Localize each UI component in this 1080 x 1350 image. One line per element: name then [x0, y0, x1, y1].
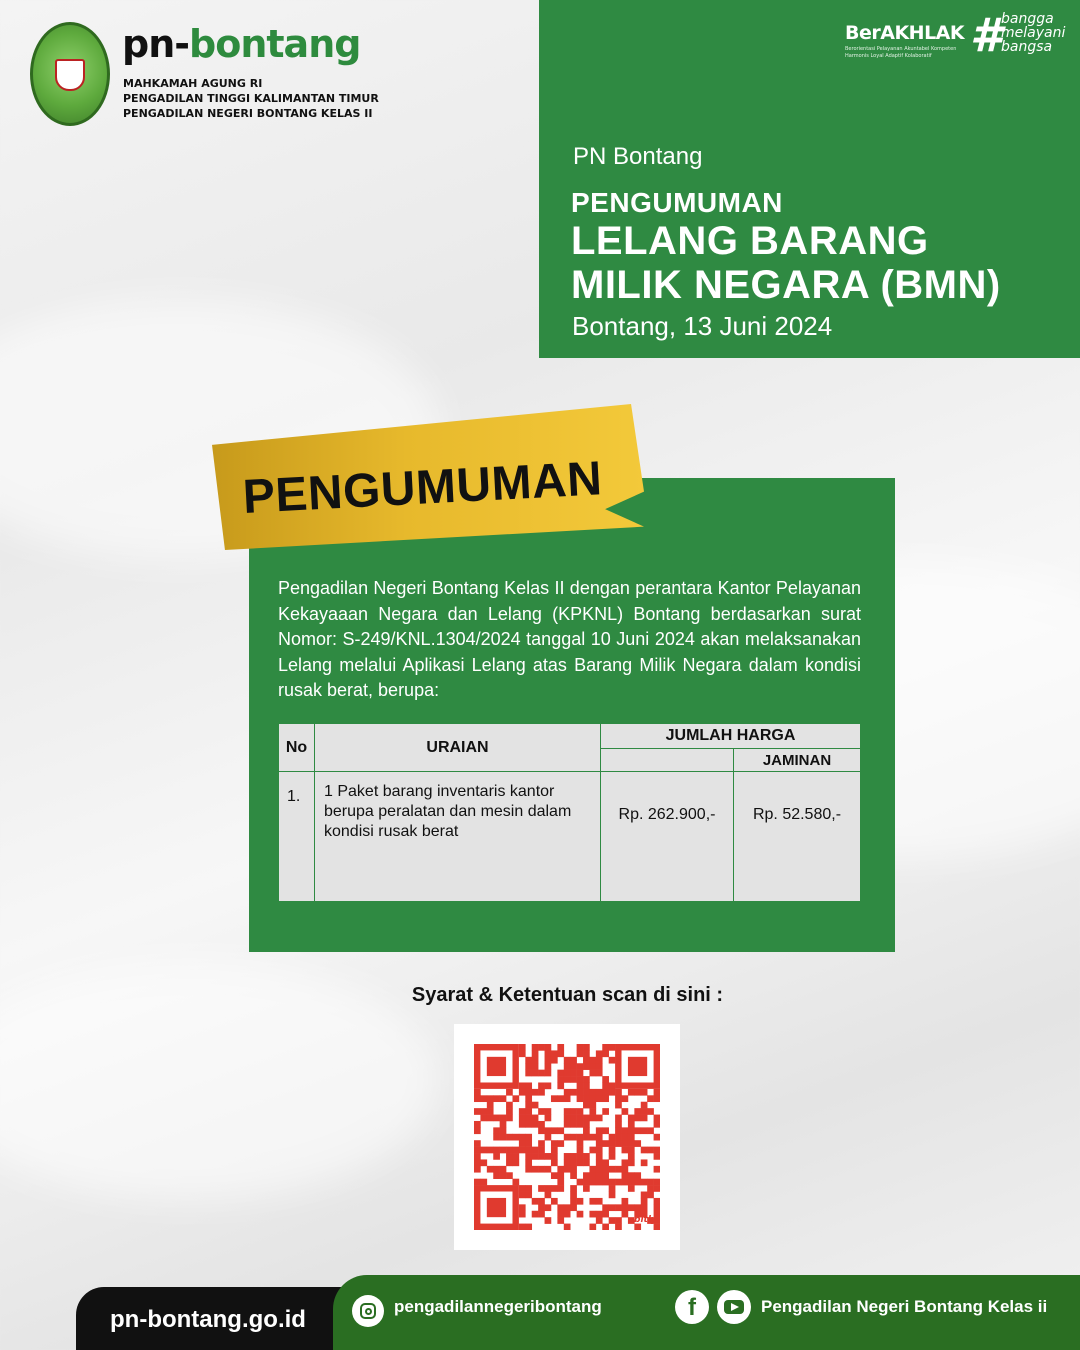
court-seal-logo	[30, 22, 110, 126]
website-link[interactable]: pn-bontang.go.id	[110, 1306, 306, 1333]
row-uraian: 1 Paket barang inventaris kantor berupa peralatan dan mesin dalam kondisi rusak berat	[315, 772, 601, 902]
qr-code[interactable]	[474, 1044, 660, 1230]
hero-kicker: PENGUMUMAN	[571, 187, 783, 218]
header-harga-blank	[601, 749, 734, 772]
ribbon-label: PENGUMUMAN	[241, 452, 604, 524]
row-jaminan: Rp. 52.580,-	[734, 772, 861, 902]
announcement-body: Pengadilan Negeri Bontang Kelas II dengan perantara Kantor Pelayanan Kekayaaan Negara dan Lelang (KPKNL) Bontang berdasarkan surat Nomor: S-249/KNL.1304/2024 tanggal 10 Juni 2024 akan melaksanakan Lelang melalui Aplikasi Lelang atas Barang Milik Negara dalam kondisi rusak berat, berupa:	[278, 578, 861, 700]
berakhlak-logo: BerAKHLAK	[845, 22, 965, 44]
youtube-icon[interactable]	[717, 1290, 751, 1324]
bitly-logo: bitly	[634, 1215, 657, 1225]
instagram-icon[interactable]	[352, 1295, 384, 1327]
row-no: 1.	[279, 772, 315, 902]
berakhlak-tagline: Berorientasi Pelayanan Akuntabel Kompeten Harmonis Loyal Adaptif Kolaboratif	[845, 46, 957, 59]
facebook-icon[interactable]: f	[675, 1290, 709, 1324]
header-no: No	[279, 724, 315, 772]
table-row	[279, 772, 861, 902]
header-jumlah-harga: JUMLAH HARGA	[601, 724, 861, 749]
social-account-name[interactable]: Pengadilan Negeri Bontang Kelas ii	[761, 1297, 1048, 1316]
header-jaminan: JAMINAN	[734, 749, 861, 772]
row-harga: Rp. 262.900,-	[601, 772, 734, 902]
hero-title: LELANG BARANG MILIK NEGARA (BMN)	[571, 219, 1001, 307]
hashtag-icon: #	[970, 8, 1003, 62]
header-uraian: URAIAN	[315, 724, 601, 772]
hero-date: Bontang, 13 Juni 2024	[572, 311, 833, 341]
brand-title: pn-bontang	[122, 22, 361, 66]
bangga-melayani-logo: bangga melayani bangsa	[1001, 11, 1066, 55]
org-lines: MAHKAMAH AGUNG RI PENGADILAN TINGGI KALIMANTAN TIMUR PENGADILAN NEGERI BONTANG KELAS II	[123, 77, 379, 120]
instagram-handle[interactable]: pengadilannegeribontang	[394, 1297, 602, 1316]
hero-org: PN Bontang	[573, 143, 703, 170]
qr-caption: Syarat & Ketentuan scan di sini :	[411, 984, 724, 1006]
auction-items-table	[278, 723, 861, 902]
